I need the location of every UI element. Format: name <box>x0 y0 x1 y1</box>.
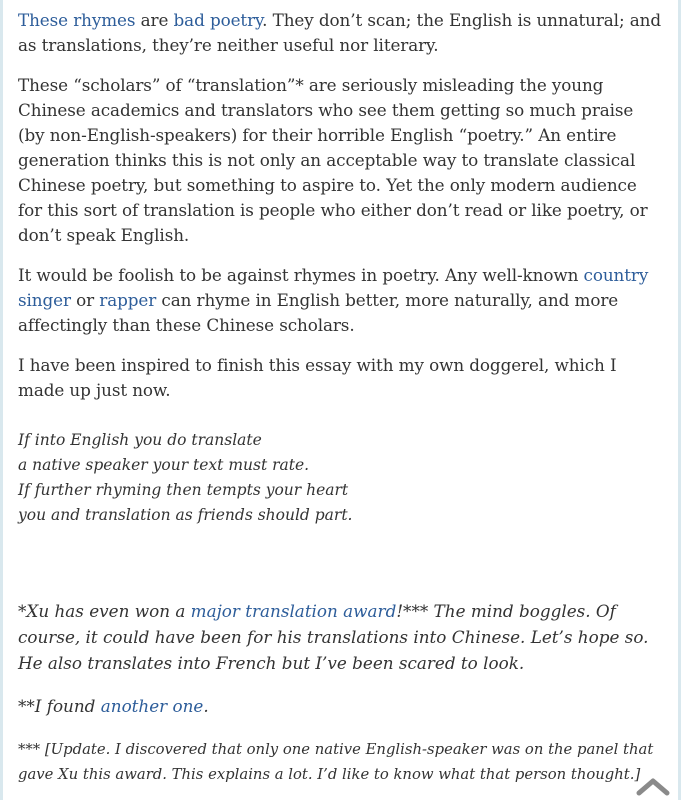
footnote-1-text-b: !*** The mind boggles. Of course, it could have been for his translations into Chinese. Let’s hope so. He also translates into French but I’ve been scared to look. <box>18 601 649 673</box>
poem <box>18 428 662 528</box>
poem-line: you and translation as friends should part. <box>18 506 353 524</box>
footnote-2-text-a: **I found <box>18 696 101 716</box>
paragraph-1 <box>18 8 662 58</box>
link-country-singer[interactable]: country singer <box>18 265 649 310</box>
paragraph-3-text-c: can rhyme in English better, more naturally, and more affectingly than these Chinese scholars. <box>18 290 619 335</box>
link-another-one[interactable]: another one <box>100 696 204 716</box>
paragraph-3 <box>18 263 662 338</box>
poem-line: If further rhyming then tempts your heart <box>18 481 349 499</box>
scroll-to-top-button[interactable] <box>636 776 670 796</box>
footnote-1 <box>18 598 662 676</box>
paragraph-3-text-b: or <box>70 290 100 310</box>
link-these-rhymes[interactable]: These rhymes <box>18 10 136 30</box>
poem-line: If into English you do translate <box>18 431 262 449</box>
footnote-3: *** [Update. I discovered that only one native English-speaker was on the panel that gave Xu this award. This explains a lot. I’d like to know what that person thought.] <box>18 741 654 783</box>
footnote-1-text-a: *Xu has even won a <box>18 601 191 621</box>
footnote-2 <box>18 693 662 719</box>
link-rapper[interactable]: rapper <box>99 290 157 310</box>
paragraph-1-text-b: . They don’t scan; the English is unnatural; and as translations, they’re neither useful nor literary. <box>18 10 661 55</box>
link-bad-poetry[interactable]: bad poetry <box>173 10 263 30</box>
footnote-2-text-b: . <box>203 696 209 716</box>
paragraph-1-text-a: are <box>135 10 174 30</box>
paragraph-3-text-a: It would be foolish to be against rhymes in poetry. Any well-known <box>18 265 584 285</box>
paragraph-4: I have been inspired to finish this essay with my own doggerel, which I made up just now. <box>18 355 617 400</box>
paragraph-2: These “scholars” of “translation”* are seriously misleading the young Chinese academics and translators who see them getting so much praise (by non-English-speakers) for their horrible English “poetry.” An entire generation thinks this is not only an acceptable way to translate classical Chinese poetry, but something to aspire to. Yet the only modern audience for this sort of translation is people who either don’t read or like poetry, or don’t speak English. <box>18 75 648 245</box>
chevron-up-icon <box>636 776 670 796</box>
poem-line: a native speaker your text must rate. <box>18 456 310 474</box>
link-major-translation-award[interactable]: major translation award <box>190 601 397 621</box>
